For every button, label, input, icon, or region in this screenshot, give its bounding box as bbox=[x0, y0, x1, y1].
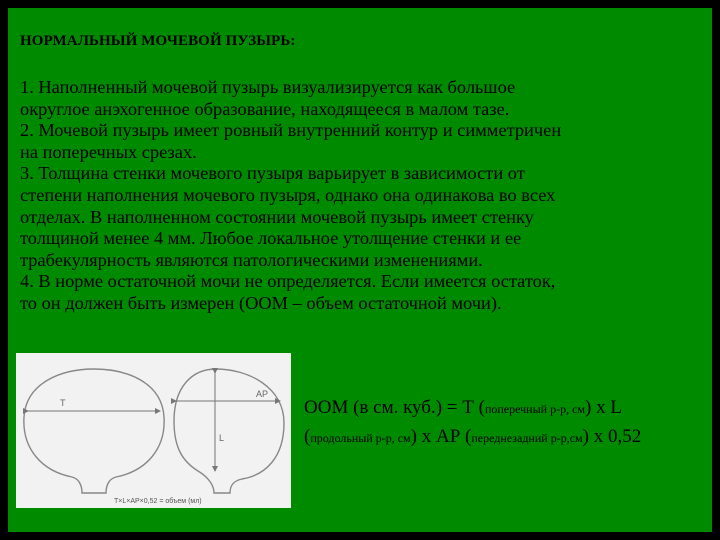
formula-line-2: (продольный р-р, см) х АР (переднезадний р-р,см) х 0,52 bbox=[304, 426, 642, 447]
figure-caption: T×L×AP×0,52 = объем (мл) bbox=[114, 498, 202, 505]
body-text bbox=[20, 77, 710, 315]
slide-title: НОРМАЛЬНЫЙ МОЧЕВОЙ ПУЗЫРЬ: bbox=[20, 33, 296, 49]
body-line: на поперечных срезах. bbox=[20, 141, 197, 162]
body-line: округлое анэхогенное образование, находящееся в малом тазе. bbox=[20, 98, 510, 119]
residual-volume-formula bbox=[304, 394, 714, 452]
body-line: то он должен быть измерен (ООМ – объем остаточной мочи). bbox=[20, 292, 502, 313]
transverse-section-outline bbox=[24, 369, 164, 493]
bladder-diagram bbox=[16, 353, 291, 508]
body-line: 2. Мочевой пузырь имеет ровный внутренний контур и симметричен bbox=[20, 120, 562, 141]
body-line: трабекулярность являются патологическими изменениями. bbox=[20, 249, 483, 270]
body-line: отделах. В наполненном состоянии мочевой пузырь имеет стенку bbox=[20, 206, 534, 227]
body-line: толщиной менее 4 мм. Любое локальное утолщение стенки и ее bbox=[20, 228, 522, 249]
body-line: 4. В норме остаточной мочи не определяется. Если имеется остаток, bbox=[20, 271, 556, 292]
body-line: степени наполнения мочевого пузыря, однако она одинакова во всех bbox=[20, 184, 556, 205]
formula-line-1: ООМ (в см. куб.) = Т (поперечный р-р, см) х L bbox=[304, 397, 622, 418]
body-line: 3. Толщина стенки мочевого пузыря варьирует в зависимости от bbox=[20, 163, 525, 184]
bladder-diagram-svg bbox=[16, 353, 291, 508]
label-t: T bbox=[60, 398, 66, 408]
longitudinal-section-outline bbox=[174, 369, 284, 493]
label-ap: AP bbox=[256, 389, 269, 399]
body-line: 1. Наполненный мочевой пузырь визуализируется как большое bbox=[20, 77, 516, 97]
label-l: L bbox=[219, 433, 225, 443]
